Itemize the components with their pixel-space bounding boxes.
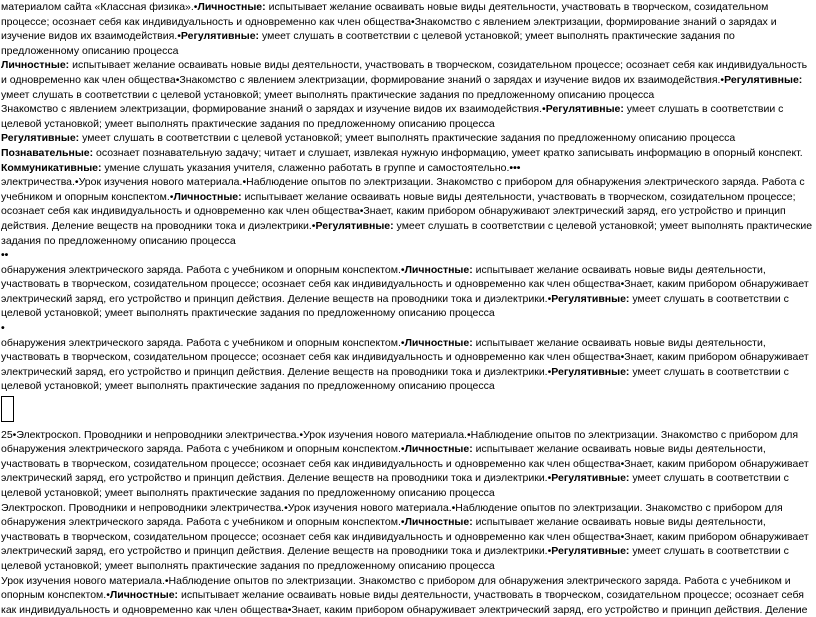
- paragraph-text: умеет слушать в соответствии с целевой установкой; умеет выполнять практические задания по предложенному описанию процесса: [1, 30, 735, 57]
- bold-label: Познавательные:: [1, 146, 94, 159]
- paragraph-text: испытывает желание осваивать новые виды деятельности, участвовать в творческом, созидательном процессе; осознает себя как индивидуальность и одновременно как член общества•Знает, каким прибором обнаруживает электрический заряд, его устройство и принцип действия. Деление веществ на проводники тока и диэлектрики.•: [1, 336, 809, 378]
- paragraph: [1, 146, 814, 161]
- paragraph-text: осознает познавательную задачу; читает и слушает, извлекая нужную информацию, умеет кратко записывать информацию в опорный конспект.: [93, 146, 803, 159]
- paragraph: [1, 321, 814, 336]
- paragraph: [1, 175, 814, 248]
- paragraph: [1, 574, 814, 617]
- paragraph-text: умение слушать указания учителя, слаженно работать в группе и самостоятельно.: [101, 161, 510, 174]
- empty-table-cell: [1, 394, 814, 428]
- bold-label: Регулятивные:: [551, 292, 630, 305]
- paragraph: [1, 248, 814, 263]
- paragraph: [1, 501, 814, 574]
- bold-label: Регулятивные:: [315, 219, 394, 232]
- bold-label: Регулятивные:: [180, 30, 260, 43]
- paragraph-text: умеет слушать в соответствии с целевой установкой; умеет выполнять практические задания по предложенному описанию процесса: [1, 545, 789, 572]
- paragraph-text: умеет слушать в соответствии с целевой установкой; умеет выполнять практические задания по предложенному описанию процесса: [1, 292, 789, 320]
- paragraph: [1, 161, 814, 176]
- bold-label: ••: [1, 249, 9, 262]
- paragraph-text: испытывает желание осваивать новые виды деятельности, участвовать в творческом, созидательном процессе; осознает себя как индивидуальность и одновременно как член общества•Знает, каким прибором обнаруживают электрический заряд, его устройство и принцип действия. Деление веществ на проводники тока и диэлектрики.•: [1, 190, 796, 232]
- paragraph: [1, 102, 814, 131]
- paragraph-text: испытывает желание осваивать новые виды деятельности, участвовать в творческом, созидательном процессе; осознает себя как индивидуальность и одновременно как член общества•Знает, каким прибором обнаруживает электрический заряд, его устройство и принцип действия. Деление: [1, 589, 808, 616]
- bold-label: Личностные:: [173, 190, 242, 203]
- paragraph-text: умеет слушать в соответствии с целевой установкой; умеет выполнять практические задания по предложенному описанию процесса: [1, 103, 784, 130]
- paragraph-text: Электроскоп. Проводники и непроводники электричества.•Урок изучения нового материала.•Наблюдение опытов по электризации. Знакомство с прибором для обнаружения электрического заряда. Работа с учебником и опорным конспектом.•: [1, 501, 783, 529]
- bold-label: Личностные:: [404, 443, 473, 456]
- paragraph-text: 25•Электроскоп. Проводники и непроводники электричества.•Урок изучения нового материала.•Наблюдение опытов по электризации. Знакомство с прибором для обнаружения электрического заряда. Работа с учебником и опорным конспектом.•: [1, 428, 799, 456]
- bold-label: Личностные:: [404, 336, 473, 349]
- bold-label: Личностные:: [404, 516, 473, 529]
- paragraph-text: испытывает желание осваивать новые виды деятельности, участвовать в творческом, созидательном процессе; осознает себя как индивидуальность и одновременно как член общества•Знакомство с явлением электризации, формирование знаний о зарядах и изучение видов их взаимодействия.•: [1, 59, 808, 86]
- paragraph: [1, 58, 814, 102]
- bold-label: Коммуникативные:: [1, 161, 102, 174]
- paragraph: [1, 336, 814, 394]
- bold-label: Регулятивные:: [551, 365, 630, 378]
- paragraph-text: умеет слушать в соответствии с целевой установкой; умеет выполнять практические задания по предложенному описанию процесса: [1, 88, 655, 101]
- paragraph-text: умеет слушать в соответствии с целевой установкой; умеет выполнять практические задания по предложенному описанию процесса: [79, 132, 736, 145]
- paragraph: [1, 131, 814, 146]
- paragraph-text: обнаружения электрического заряда. Работа с учебником и опорным конспектом.•: [1, 263, 405, 276]
- paragraph-text: умеет слушать в соответствии с целевой установкой; умеет выполнять практические задания по предложенному описанию процесса: [1, 219, 813, 247]
- paragraph-text: испытывает желание осваивать новые виды деятельности, участвовать в творческом, созидательном процессе; осознает себя как индивидуальность и одновременно как член общества•Знает, каким прибором обнаруживает электрический заряд, его устройство и принцип действия. Деление веществ на проводники тока и диэлектрики.•: [1, 263, 809, 305]
- paragraph: [1, 428, 814, 501]
- paragraph-text: умеет слушать в соответствии с целевой установкой; умеет выполнять практические задания по предложенному описанию процесса: [1, 472, 789, 499]
- paragraph-text: материалом сайта «Классная физика».•: [1, 1, 198, 13]
- bold-label: Регулятивные:: [545, 103, 624, 116]
- paragraph-text: Знакомство с явлением электризации, формирование знаний о зарядах и изучение видов их взаимодействия.•: [1, 103, 546, 116]
- paragraph-text: испытывает желание осваивать новые виды деятельности, участвовать в творческом, созидательном процессе; осознает себя как индивидуальность и одновременно как член общества•Знает, каким прибором обнаруживает электрический заряд, его устройство и принцип действия. Деление веществ на проводники тока и диэлектрики.•: [1, 516, 809, 558]
- bold-label: Личностные:: [1, 59, 70, 72]
- bold-label: Регулятивные:: [551, 472, 630, 485]
- paragraph-text: обнаружения электрического заряда. Работа с учебником и опорным конспектом.•: [1, 336, 405, 349]
- paragraph: [1, 263, 814, 321]
- bold-label: •••: [509, 161, 521, 174]
- bold-label: •: [1, 322, 5, 335]
- bold-label: Личностные:: [404, 263, 473, 276]
- paragraph-text: умеет слушать в соответствии с целевой установкой; умеет выполнять практические задания по предложенному описанию процесса: [1, 365, 789, 393]
- paragraph-text: испытывает желание осваивать новые виды деятельности, участвовать в творческом, созидательном процессе; осознает себя как индивидуальность и одновременно как член общества•Знакомство с явлением электризации, формирование знаний о зарядах и изучение видов их взаимодействия.•: [1, 1, 777, 43]
- paragraph-text: Урок изучения нового материала.•Наблюдение опытов по электризации. Знакомство с прибором для обнаружения электрического заряда. Работа с учебником и опорным конспектом.•: [1, 574, 791, 602]
- bold-label: Личностные:: [197, 1, 266, 13]
- bold-label: Личностные:: [109, 589, 179, 602]
- bold-label: Регулятивные:: [551, 545, 630, 558]
- paragraph: [1, 0, 814, 58]
- bold-label: Регулятивные:: [724, 73, 803, 86]
- paragraph-text: испытывает желание осваивать новые виды деятельности, участвовать в творческом, созидательном процессе; осознает себя как индивидуальность и одновременно как член общества•Знает, каким прибором обнаруживает электрический заряд, его устройство и принцип действия. Деление веществ на проводники тока и диэлектрики.•: [1, 443, 809, 485]
- paragraph-text: электричества.•Урок изучения нового материала.•Наблюдение опытов по электризации. Знакомство с прибором для обнаружения электрического заряда. Работа с учебником и опорным конспектом.•: [1, 176, 805, 203]
- bold-label: Регулятивные:: [1, 132, 80, 145]
- cell-box: [1, 396, 14, 422]
